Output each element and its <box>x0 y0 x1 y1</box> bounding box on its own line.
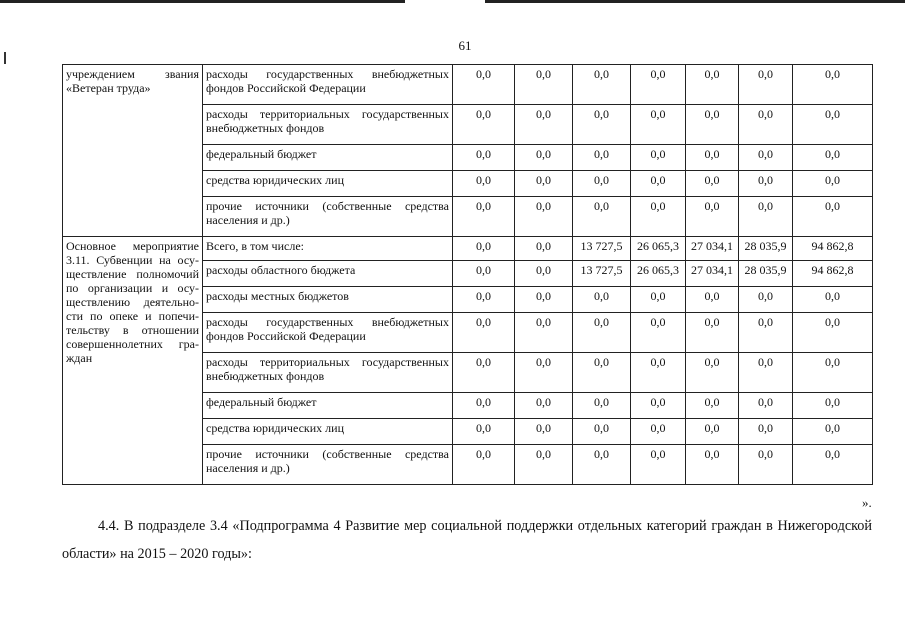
year-value-cell: 0,0 <box>739 287 793 313</box>
year-value-cell: 26 065,3 <box>631 237 686 261</box>
total-value-cell: 0,0 <box>793 65 873 105</box>
year-value-cell: 0,0 <box>453 393 515 419</box>
year-value-cell: 0,0 <box>453 287 515 313</box>
year-value-cell: 0,0 <box>573 197 631 237</box>
year-value-cell: 0,0 <box>515 445 573 485</box>
year-value-cell: 0,0 <box>631 419 686 445</box>
year-value-cell: 0,0 <box>686 419 739 445</box>
year-value-cell: 0,0 <box>739 393 793 419</box>
year-value-cell: 0,0 <box>573 419 631 445</box>
year-value-cell: 28 035,9 <box>739 237 793 261</box>
year-value-cell: 0,0 <box>453 261 515 287</box>
total-value-cell: 0,0 <box>793 197 873 237</box>
year-value-cell: 0,0 <box>739 65 793 105</box>
table-row <box>63 65 873 105</box>
year-value-cell: 0,0 <box>453 353 515 393</box>
year-value-cell: 0,0 <box>686 313 739 353</box>
year-value-cell: 0,0 <box>686 393 739 419</box>
year-value-cell: 0,0 <box>573 171 631 197</box>
funding-source-cell: расходы государственных внебюджетных фондов Российской Федерации <box>203 65 453 105</box>
funding-source-cell: федеральный бюджет <box>203 393 453 419</box>
total-value-cell: 0,0 <box>793 145 873 171</box>
funding-source-cell: Всего, в том числе: <box>203 237 453 261</box>
funding-source-cell: расходы территориальных государственных внебюджетных фондов <box>203 353 453 393</box>
total-value-cell: 0,0 <box>793 393 873 419</box>
year-value-cell: 0,0 <box>631 197 686 237</box>
year-value-cell: 0,0 <box>573 313 631 353</box>
funding-source-cell: средства юридических лиц <box>203 171 453 197</box>
year-value-cell: 0,0 <box>686 197 739 237</box>
year-value-cell: 0,0 <box>631 353 686 393</box>
year-value-cell: 13 727,5 <box>573 237 631 261</box>
total-value-cell: 94 862,8 <box>793 237 873 261</box>
year-value-cell: 0,0 <box>631 145 686 171</box>
year-value-cell: 0,0 <box>453 197 515 237</box>
year-value-cell: 0,0 <box>515 145 573 171</box>
year-value-cell: 0,0 <box>515 105 573 145</box>
year-value-cell: 0,0 <box>686 105 739 145</box>
year-value-cell: 0,0 <box>739 197 793 237</box>
year-value-cell: 0,0 <box>631 313 686 353</box>
year-value-cell: 13 727,5 <box>573 261 631 287</box>
year-value-cell: 0,0 <box>573 145 631 171</box>
table-row <box>63 237 873 261</box>
year-value-cell: 0,0 <box>631 287 686 313</box>
year-value-cell: 0,0 <box>739 419 793 445</box>
total-value-cell: 94 862,8 <box>793 261 873 287</box>
year-value-cell: 0,0 <box>515 287 573 313</box>
year-value-cell: 0,0 <box>739 171 793 197</box>
measure-name-cell: учреждением звания «Ветеран труда» <box>63 65 203 237</box>
year-value-cell: 0,0 <box>573 393 631 419</box>
year-value-cell: 0,0 <box>453 313 515 353</box>
year-value-cell: 0,0 <box>515 171 573 197</box>
year-value-cell: 0,0 <box>515 419 573 445</box>
funding-source-cell: прочие источники (собственные средства населения и др.) <box>203 445 453 485</box>
year-value-cell: 0,0 <box>686 445 739 485</box>
year-value-cell: 0,0 <box>515 313 573 353</box>
year-value-cell: 0,0 <box>686 171 739 197</box>
year-value-cell: 0,0 <box>515 65 573 105</box>
year-value-cell: 0,0 <box>686 145 739 171</box>
funding-source-cell: расходы территориальных государственных внебюджетных фондов <box>203 105 453 145</box>
year-value-cell: 0,0 <box>686 287 739 313</box>
total-value-cell: 0,0 <box>793 445 873 485</box>
year-value-cell: 0,0 <box>573 65 631 105</box>
year-value-cell: 0,0 <box>739 105 793 145</box>
funding-source-cell: федеральный бюджет <box>203 145 453 171</box>
total-value-cell: 0,0 <box>793 287 873 313</box>
year-value-cell: 0,0 <box>631 65 686 105</box>
year-value-cell: 0,0 <box>453 145 515 171</box>
year-value-cell: 27 034,1 <box>686 237 739 261</box>
year-value-cell: 0,0 <box>739 445 793 485</box>
year-value-cell: 0,0 <box>573 445 631 485</box>
year-value-cell: 0,0 <box>573 287 631 313</box>
year-value-cell: 0,0 <box>515 393 573 419</box>
funding-source-cell: расходы государственных внебюджетных фондов Российской Федерации <box>203 313 453 353</box>
year-value-cell: 0,0 <box>453 445 515 485</box>
budget-table <box>62 64 873 485</box>
total-value-cell: 0,0 <box>793 313 873 353</box>
year-value-cell: 0,0 <box>453 105 515 145</box>
year-value-cell: 0,0 <box>515 197 573 237</box>
funding-source-cell: расходы областного бюджета <box>203 261 453 287</box>
funding-source-cell: средства юридических лиц <box>203 419 453 445</box>
year-value-cell: 0,0 <box>686 353 739 393</box>
funding-source-cell: расходы местных бюджетов <box>203 287 453 313</box>
year-value-cell: 0,0 <box>453 65 515 105</box>
year-value-cell: 0,0 <box>453 419 515 445</box>
measure-name-cell: Основное мероприятие 3.11. Субвенции на осуществление полномочий по организации и осуществлению деятельности по опеке и попечительству в отношении совершеннолетних граждан <box>63 237 203 485</box>
year-value-cell: 0,0 <box>573 105 631 145</box>
year-value-cell: 0,0 <box>631 105 686 145</box>
year-value-cell: 0,0 <box>453 171 515 197</box>
year-value-cell: 0,0 <box>573 353 631 393</box>
year-value-cell: 0,0 <box>631 393 686 419</box>
year-value-cell: 0,0 <box>631 445 686 485</box>
top-border-gap <box>405 0 485 3</box>
closing-quote: ». <box>862 495 872 510</box>
amendment-paragraph: 4.4. В подразделе 3.4 «Подпрограмма 4 Развитие мер социальной поддержки отдельных категорий граждан в Нижегородской области» на 2015 – 2020 годы»: <box>62 518 872 562</box>
table-body <box>63 65 873 485</box>
year-value-cell: 0,0 <box>515 261 573 287</box>
year-value-cell: 26 065,3 <box>631 261 686 287</box>
total-value-cell: 0,0 <box>793 353 873 393</box>
year-value-cell: 0,0 <box>631 171 686 197</box>
year-value-cell: 0,0 <box>686 65 739 105</box>
year-value-cell: 0,0 <box>453 237 515 261</box>
year-value-cell: 28 035,9 <box>739 261 793 287</box>
year-value-cell: 0,0 <box>739 145 793 171</box>
year-value-cell: 0,0 <box>515 353 573 393</box>
funding-source-cell: прочие источники (собственные средства населения и др.) <box>203 197 453 237</box>
year-value-cell: 0,0 <box>515 237 573 261</box>
year-value-cell: 0,0 <box>739 353 793 393</box>
year-value-cell: 27 034,1 <box>686 261 739 287</box>
total-value-cell: 0,0 <box>793 171 873 197</box>
year-value-cell: 0,0 <box>739 313 793 353</box>
total-value-cell: 0,0 <box>793 105 873 145</box>
page-number: 61 <box>458 38 472 53</box>
total-value-cell: 0,0 <box>793 419 873 445</box>
